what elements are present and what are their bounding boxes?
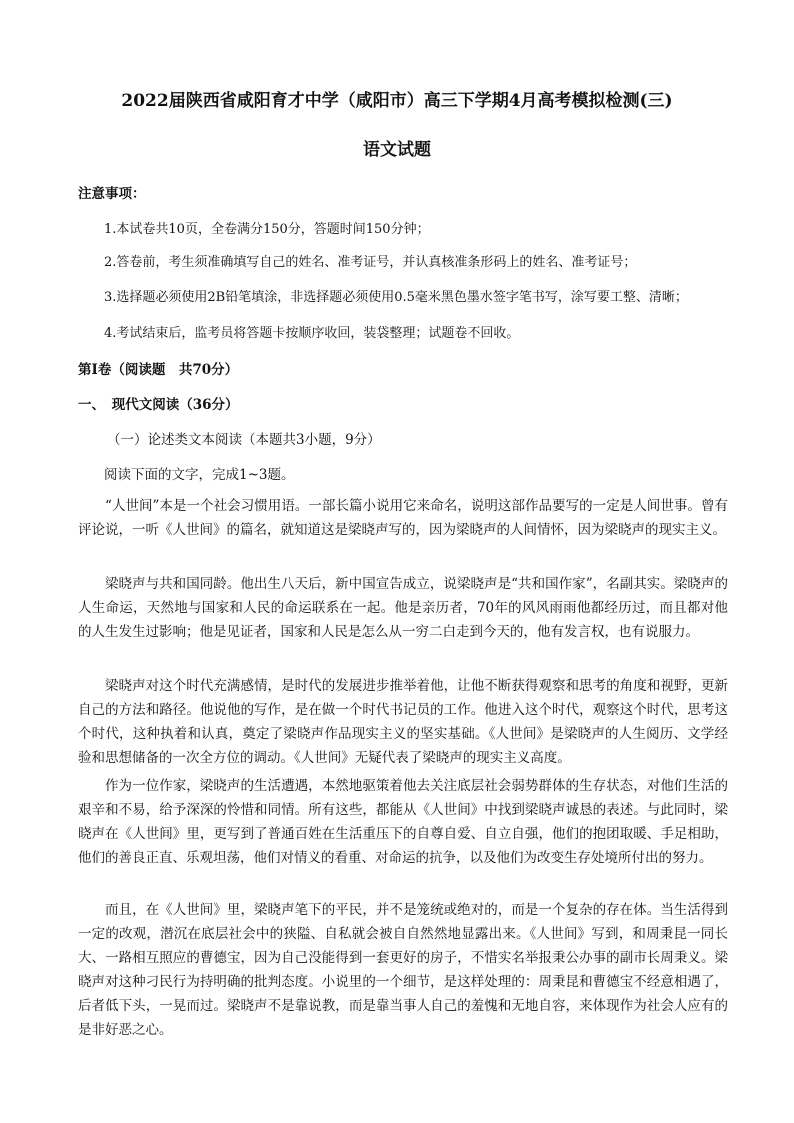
instruction: 阅读下面的文字，完成1~3题。 (104, 467, 295, 483)
volume-heading: 第Ⅰ卷（阅读题 共70分） (78, 362, 239, 378)
exam-subtitle: 语文试题 (363, 140, 431, 160)
note-item: 4.考试结束后，监考员将答题卡按顺序收回，装袋整理；试题卷不回收。 (104, 326, 520, 341)
paragraph: 梁晓声对这个时代充满感情，是时代的发展进步推举着他，让他不断获得观察和思考的角度和视野，更新自己的方法和路径。他说他的写作，是在做一个时代书记员的工作。他进入这个时代，观察这个时代，思考这个时代，这种执着和认真，奠定了梁晓声作品现实主义的坚实基础。《人世间》是梁晓声的人生阅历、文学经验和思想储备的一次全方位的调动。《人世间》无疑代表了梁晓声的现实主义高度。 (78, 678, 728, 766)
notes-heading: 注意事项： (78, 186, 146, 202)
paragraph: 作为一位作家，梁晓声的生活遭遇，本然地驱策着他去关注底层社会弱势群体的生存状态，对他们生活的艰辛和不易，给予深深的怜惜和同情。所有这些，都能从《人世间》中找到梁晓声诚恳的表述。与此同时，梁晓声在《人世间》里，更写到了普通百姓在生活重压下的自尊自爱、自立自强，他们的抱团取暖、手足相助，他们的善良正直、乐观坦荡，他们对情义的看重、对命运的抗争，以及他们为改变生存处境所付出的努力。 (78, 778, 728, 866)
part-heading: 一、 现代文阅读（36分） (78, 397, 239, 413)
sub-heading: （一）论述类文本阅读（本题共3小题，9分） (107, 432, 381, 448)
paragraph: 而且，在《人世间》里，梁晓声笔下的平民，并不是笼统或绝对的，而是一个复杂的存在体。当生活得到一定的改观，潜沉在底层社会中的狭隘、自私就会被自自然然地显露出来。《人世间》写到，和周秉昆一同长大、一路相互照应的曹德宝，因为自己没能得到一套更好的房子，不惜实名举报秉公办事的副市长周秉义。梁晓声对这种刁民行为持明确的批判态度。小说里的一个细节，是这样处理的：周秉昆和曹德宝不经意相遇了，后者低下头，一晃而过。梁晓声不是靠说教，而是靠当事人自己的羞愧和无地自容，来体现作为社会人应有的是非好恶之心。 (78, 902, 728, 1038)
note-item: 3.选择题必须使用2B铅笔填涂，非选择题必须使用0.5毫米黑色墨水签字笔书写，涂写要工整、清晰； (104, 290, 688, 305)
note-item: 2.答卷前，考生须准确填写自己的姓名、准考证号，并认真核准条形码上的姓名、准考证号； (104, 255, 637, 270)
exam-title: 2022届陕西省咸阳育才中学（咸阳市）高三下学期4月高考模拟检测(三) (121, 91, 673, 111)
paragraph: “人世间”本是一个社会习惯用语。一部长篇小说用它来命名，说明这部作品要写的一定是人间世事。曾有评论说，一听《人世间》的篇名，就知道这是梁晓声写的，因为梁晓声的人间情怀，因为梁晓声的现实主义。 (78, 498, 728, 538)
paragraph: 梁晓声与共和国同龄。他出生八天后，新中国宣告成立，说梁晓声是“共和国作家”，名副其实。梁晓声的人生命运，天然地与国家和人民的命运联系在一起。他是亲历者，70年的风风雨雨他都经历过，而且都对他的人生发生过影响；他是见证者，国家和人民是怎么从一穷二白走到今天的，他有发言权，也有说服力。 (78, 576, 728, 640)
note-item: 1.本试卷共10页，全卷满分150分，答题时间150分钟； (104, 222, 430, 237)
